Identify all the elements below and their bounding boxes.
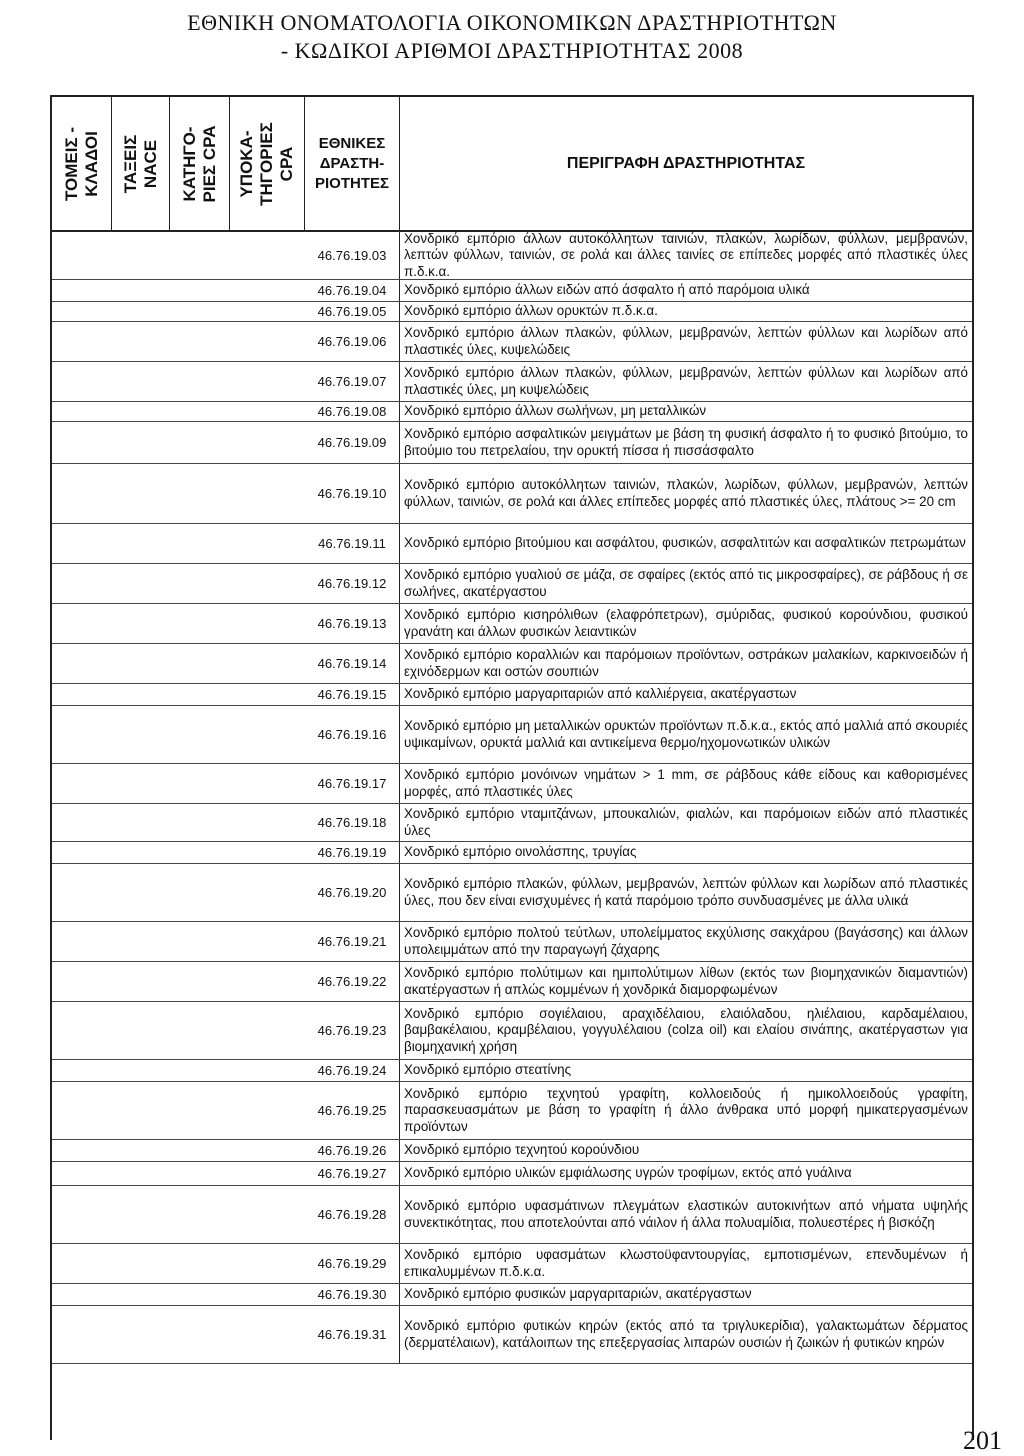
activity-description — [404, 422, 968, 463]
activity-description — [404, 604, 968, 643]
table-row — [52, 644, 972, 684]
activity-code: 46.76.19.22 — [305, 962, 400, 1001]
activity-description — [404, 1162, 968, 1185]
table-row — [52, 1244, 972, 1284]
table-row — [52, 302, 972, 322]
column-header-sectors: ΤΟΜΕΙΣ - ΚΛΑΔΟΙ — [52, 97, 112, 230]
table-row — [52, 764, 972, 804]
activity-description-text: Χονδρικό εμπόριο βιτούμιου και ασφάλτου, φυσικών, ασφαλτιτών και ασφαλτικών πετρωμάτων — [404, 535, 966, 551]
document-subtitle: - ΚΩΔΙΚΟΙ ΑΡΙΘΜΟΙ ΔΡΑΣΤΗΡΙΟΤΗΤΑΣ 2008 — [280, 38, 744, 63]
activity-code: 46.76.19.17 — [305, 764, 400, 803]
activity-description — [404, 962, 968, 1001]
activity-description-text: Χονδρικό εμπόριο υφασμάτινων πλεγμάτων ελαστικών αυτοκινήτων από νήματα υψηλής συνεκτικότητας, που αποτελούνται από νάιλον ή άλλα πολυαμίδια, πολυεστέρες ή βισκόζη — [404, 1198, 968, 1230]
activity-code: 46.76.19.29 — [305, 1244, 400, 1283]
activity-description — [404, 402, 968, 421]
table-row — [52, 684, 972, 706]
activity-code: 46.76.19.19 — [305, 842, 400, 863]
activity-description — [404, 1082, 968, 1139]
column-header-description: ΠΕΡΙΓΡΑΦΗ ΔΡΑΣΤΗΡΙΟΤΗΤΑΣ — [566, 154, 806, 172]
activity-code: 46.76.19.04 — [305, 280, 400, 301]
activity-description-text: Χονδρικό εμπόριο κισηρόλιθων (ελαφρόπετρων), σμύριδας, φυσικού κορούνδιου, φυσικού γρανάτη και άλλων φυσικών λειαντικών — [404, 607, 968, 639]
activity-description-text: Χονδρικό εμπόριο άλλων πλακών, φύλλων, μεμβρανών, λεπτών φύλλων και λωρίδων από πλαστικές ύλες, μη κυψελώδεις — [404, 365, 968, 397]
table-row — [52, 604, 972, 644]
activity-description-text: Χονδρικό εμπόριο υλικών εμφιάλωσης υγρών τροφίμων, εκτός από γυάλινα — [404, 1165, 852, 1181]
activity-description-text: Χονδρικό εμπόριο πολτού τεύτλων, υπολείμματος εκχύλισης σακχάρου (βαγάσσης) και άλλων υπολειμμάτων από την παραγωγή ζάχαρης — [404, 925, 968, 957]
activity-description — [404, 1244, 968, 1283]
table-row — [52, 564, 972, 604]
activity-code: 46.76.19.27 — [305, 1162, 400, 1185]
activity-description — [404, 922, 968, 961]
activity-description — [404, 322, 968, 361]
activity-code: 46.76.19.06 — [305, 322, 400, 361]
activity-description-text: Χονδρικό εμπόριο μονόινων νημάτων > 1 mm, σε ράβδους κάθε είδους και καθορισμένες μορφές, από πλαστικές ύλες — [404, 767, 968, 799]
activity-code: 46.76.19.20 — [305, 864, 400, 921]
table-row — [52, 402, 972, 422]
table-row — [52, 1162, 972, 1186]
activity-description — [404, 1060, 968, 1081]
activity-description-text: Χονδρικό εμπόριο άλλων ορυκτών π.δ.κ.α. — [404, 303, 658, 319]
activity-description — [404, 362, 968, 401]
activity-code: 46.76.19.05 — [305, 302, 400, 321]
activity-description-text: Χονδρικό εμπόριο φυτικών κηρών (εκτός από τα τριγλυκερίδια), γαλακτωμάτων δέρματος (δερματέλαιων), κατάλοιπων της επεξεργασίας λιπαρών ουσιών ή ζωικών ή φυτικών κηρών — [404, 1318, 968, 1350]
table-row — [52, 804, 972, 842]
activity-description — [404, 804, 968, 841]
activity-code: 46.76.19.14 — [305, 644, 400, 683]
activity-description-text: Χονδρικό εμπόριο πολύτιμων και ημιπολύτιμων λίθων (εκτός των βιομηχανικών διαμαντιών) ακατέργαστων ή απλώς κομμένων ή χονδρικά διαμορφωμένων — [404, 965, 968, 997]
activity-description — [404, 564, 968, 603]
table-row — [52, 422, 972, 464]
activity-description-text: Χονδρικό εμπόριο ασφαλτικών μειγμάτων με βάση τη φυσική άσφαλτο ή το φυσικό βιτούμιο, το βιτούμιο του πετρελαίου, την ορυκτή πίσσα ή πισσάσφαλτο — [404, 426, 968, 458]
activity-code: 46.76.19.23 — [305, 1002, 400, 1059]
activity-code: 46.76.19.18 — [305, 804, 400, 841]
activity-code: 46.76.19.25 — [305, 1082, 400, 1139]
activity-description-text: Χονδρικό εμπόριο οινολάσπης, τρυγίας — [404, 844, 637, 860]
activity-description — [404, 1140, 968, 1161]
activity-description — [404, 684, 968, 705]
column-header-nace-classes: ΤΑΞΕΙΣ NACE — [112, 97, 170, 230]
table-row — [52, 962, 972, 1002]
activity-code: 46.76.19.13 — [305, 604, 400, 643]
activity-description — [404, 1284, 968, 1305]
table-row — [52, 524, 972, 564]
activity-description-text: Χονδρικό εμπόριο άλλων πλακών, φύλλων, μεμβρανών, λεπτών φύλλων και λωρίδων από πλαστικές ύλες, κυψελώδεις — [404, 325, 968, 357]
table-row — [52, 1082, 972, 1140]
activity-description — [404, 842, 968, 863]
activity-description — [404, 232, 968, 279]
activity-code: 46.76.19.21 — [305, 922, 400, 961]
activity-description — [404, 864, 968, 921]
activity-description — [404, 1306, 968, 1363]
table-row — [52, 1306, 972, 1364]
activity-code: 46.76.19.11 — [305, 524, 400, 563]
table-body — [52, 232, 972, 1364]
activity-description-text: Χονδρικό εμπόριο φυσικών μαργαριταριών, ακατέργαστων — [404, 1286, 752, 1302]
table-row — [52, 322, 972, 362]
activity-description-text: Χονδρικό εμπόριο σογιέλαιου, αραχιδέλαιου, ελαιόλαδου, ηλιέλαιου, καρδαμέλαιου, βαμβακέλαιου, κραμβέλαιου, γογγυλέλαιου (colza oil) και ελαίου σινάπης, ακατέργαστων για βιομηχανική χρήση — [404, 1005, 968, 1054]
table-row — [52, 1186, 972, 1244]
activity-description-text: Χονδρικό εμπόριο άλλων αυτοκόλλητων ταινιών, πλακών, λωρίδων, φύλλων, μεμβρανών, λεπτών φύλλων, ταινιών, σε ρολά και άλλες ταινίες σε επίπεδες μορφές από πλαστικές ύλες π.δ.κ.α. — [404, 230, 968, 279]
table-row — [52, 1284, 972, 1306]
activity-code: 46.76.19.10 — [305, 464, 400, 523]
table-row — [52, 864, 972, 922]
page-number: 201 — [963, 1426, 1002, 1455]
column-header-national-activities: ΕΘΝΙΚΕΣ ΔΡΑΣΤΗ- ΡΙΟΤΗΤΕΣ — [305, 97, 400, 230]
activity-table — [50, 95, 974, 1440]
activity-description-text: Χονδρικό εμπόριο κοραλλιών και παρόμοιων προϊόντων, οστράκων μαλακίων, καρκινοειδών ή εχινόδερμων και οστών σουπιών — [404, 647, 968, 679]
activity-code: 46.76.19.08 — [305, 402, 400, 421]
table-row — [52, 1002, 972, 1060]
activity-description-text: Χονδρικό εμπόριο άλλων ειδών από άσφαλτο ή από παρόμοια υλικά — [404, 282, 810, 298]
activity-code: 46.76.19.16 — [305, 706, 400, 763]
table-row — [52, 922, 972, 962]
column-header-cpa-subcategories: ΥΠΟΚΑ- ΤΗΓΟΡΙΕΣ CPA — [230, 97, 305, 230]
activity-code: 46.76.19.30 — [305, 1284, 400, 1305]
activity-description — [404, 764, 968, 803]
table-row — [52, 842, 972, 864]
activity-code: 46.76.19.28 — [305, 1186, 400, 1243]
activity-code: 46.76.19.24 — [305, 1060, 400, 1081]
activity-description — [404, 302, 968, 321]
table-row — [52, 280, 972, 302]
activity-description-text: Χονδρικό εμπόριο πλακών, φύλλων, μεμβρανών, λεπτών φύλλων και λωρίδων από πλαστικές ύλες, που δεν είναι ενισχυμένες ή κατά παρόμοιο τρόπο συνδυασμένες με άλλα υλικά — [404, 876, 968, 908]
activity-description-text: Χονδρικό εμπόριο στεατίνης — [404, 1062, 572, 1078]
activity-description-text: Χονδρικό εμπόριο τεχνητού κορούνδιου — [404, 1142, 640, 1158]
table-header — [52, 97, 972, 232]
activity-description — [404, 524, 968, 563]
activity-code: 46.76.19.03 — [305, 232, 400, 279]
activity-description — [404, 280, 968, 301]
activity-description-text: Χονδρικό εμπόριο υφασμάτων κλωστοϋφαντουργίας, εμποτισμένων, επενδυμένων ή επικαλυμμένων π.δ.κ.α. — [404, 1247, 968, 1279]
table-row — [52, 706, 972, 764]
table-row — [52, 1140, 972, 1162]
activity-description-text: Χονδρικό εμπόριο μη μεταλλικών ορυκτών προϊόντων π.δ.κ.α., εκτός από μαλλιά από σκουριές υψικαμίνων, ορυκτά μαλλιά και αντικείμενα θερμο/ηχομονωτικών υλικών — [404, 718, 968, 750]
activity-code: 46.76.19.15 — [305, 684, 400, 705]
activity-code: 46.76.19.31 — [305, 1306, 400, 1363]
activity-description — [404, 706, 968, 763]
activity-description-text: Χονδρικό εμπόριο αυτοκόλλητων ταινιών, πλακών, λωρίδων, φύλλων, μεμβρανών, λεπτών φύλλων, ταινιών, σε ρολά και άλλες επίπεδες μορφές από πλαστικές ύλες, πλάτους >= 20 cm — [404, 477, 968, 509]
table-row — [52, 232, 972, 280]
activity-description — [404, 644, 968, 683]
activity-code: 46.76.19.09 — [305, 422, 400, 463]
activity-description-text: Χονδρικό εμπόριο νταμιτζάνων, μπουκαλιών, φιαλών, και παρόμοιων ειδών από πλαστικές ύλες — [404, 806, 968, 838]
activity-description — [404, 464, 968, 523]
activity-description-text: Χονδρικό εμπόριο μαργαριταριών από καλλιέργεια, ακατέργαστων — [404, 686, 797, 702]
activity-description-text: Χονδρικό εμπόριο γυαλιού σε μάζα, σε σφαίρες (εκτός από τις μικροσφαίρες), σε ράβδους ή σε σωλήνες, ακατέργαστου — [404, 567, 968, 599]
activity-code: 46.76.19.12 — [305, 564, 400, 603]
table-row — [52, 362, 972, 402]
activity-description-text: Χονδρικό εμπόριο τεχνητού γραφίτη, κολλοειδούς ή ημικολλοειδούς γραφίτη, παρασκευασμάτων με βάση το γραφίτη ή άλλο άνθρακα υπό μορφή ημικατεργασμένων προϊόντων — [404, 1085, 968, 1134]
activity-code: 46.76.19.07 — [305, 362, 400, 401]
activity-description-text: Χονδρικό εμπόριο άλλων σωλήνων, μη μεταλλικών — [404, 403, 707, 419]
activity-code: 46.76.19.26 — [305, 1140, 400, 1161]
document-title: ΕΘΝΙΚΗ ΟΝΟΜΑΤΟΛΟΓΙΑ ΟΙΚΟΝΟΜΙΚΩΝ ΔΡΑΣΤΗΡΙΟΤΗΤΩΝ — [187, 10, 837, 35]
column-header-cpa-categories: ΚΑΤΗΓΟ- ΡΙΕΣ CPA — [170, 97, 230, 230]
table-row — [52, 1060, 972, 1082]
table-row — [52, 464, 972, 524]
activity-description — [404, 1002, 968, 1059]
activity-description — [404, 1186, 968, 1243]
